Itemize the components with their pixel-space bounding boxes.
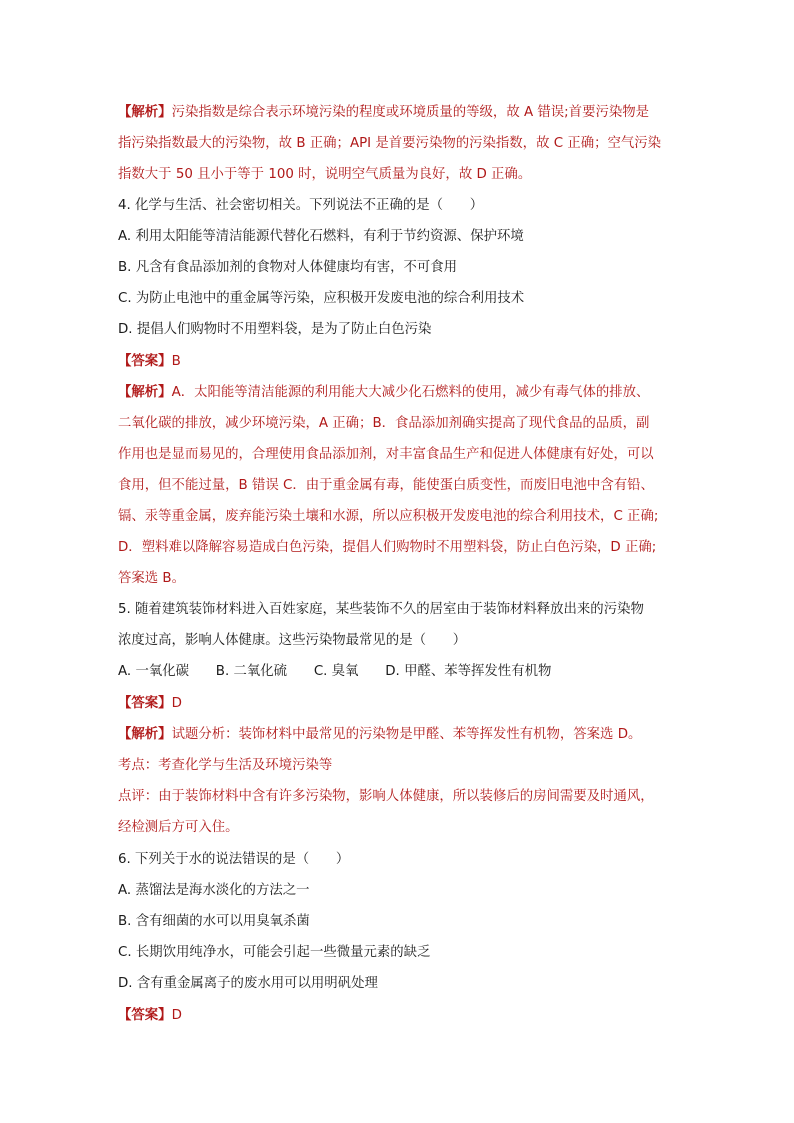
q4-analysis-line-5: 镉、汞等重金属，废弃能污染土壤和水源，所以应积极开发废电池的综合利用技术，C 正确;	[118, 509, 659, 524]
q4-analysis-line-1: 【解析】A．太阳能等清洁能源的利用能大大减少化石燃料的使用，减少有毒气体的排放、	[118, 385, 650, 400]
q4-analysis-line-6: D．塑料难以降解容易造成白色污染，提倡人们购物时不用塑料袋，防止白色污染，D 正确;	[118, 540, 657, 555]
q4-stem: 4. 化学与生活、社会密切相关。下列说法不正确的是（ ）	[118, 198, 484, 213]
answer-tag: 【答案】	[118, 696, 172, 711]
q6-option-a: A. 蒸馏法是海水淡化的方法之一	[118, 883, 310, 898]
q6-stem: 6. 下列关于水的说法错误的是（ ）	[118, 852, 350, 867]
q3-analysis-line-3: 指数大于 50 且小于等于 100 时，说明空气质量为良好，故 D 正确。	[118, 167, 532, 182]
answer-tag: 【答案】	[118, 354, 172, 369]
answer-tag: 【答案】	[118, 1008, 172, 1023]
q6-option-c: C. 长期饮用纯净水，可能会引起一些微量元素的缺乏	[118, 945, 431, 960]
q4-option-c: C. 为防止电池中的重金属等污染，应积极开发废电池的综合利用技术	[118, 291, 525, 306]
q5-kaodian: 考点：考查化学与生活及环境污染等	[118, 758, 333, 773]
q4-option-a: A. 利用太阳能等清洁能源代替化石燃料，有利于节约资源、保护环境	[118, 229, 524, 244]
q6-option-d: D. 含有重金属离子的废水用可以用明矾处理	[118, 976, 378, 991]
q5-stem-line-1: 5. 随着建筑装饰材料进入百姓家庭，某些装饰不久的居室由于装饰材料释放出来的污染物	[118, 602, 644, 617]
q5-answer: 【答案】D	[118, 696, 182, 711]
q4-analysis-line-4: 食用，但不能过量，B 错误 C．由于重金属有毒，能使蛋白质变性，而废旧电池中含有铅、	[118, 478, 654, 493]
q3-analysis-line-1: 【解析】污染指数是综合表示环境污染的程度或环境质量的等级，故 A 错误;首要污染物是	[118, 105, 650, 120]
analysis-tag: 【解析】	[118, 385, 172, 400]
q3-analysis-line-2: 指污染指数最大的污染物，故 B 正确；API 是首要污染物的污染指数，故 C 正确；空气污染	[118, 136, 662, 151]
q4-analysis-line-3: 作用也是显而易见的，合理使用食品添加剂，对丰富食品生产和促进人体健康有好处，可以	[118, 447, 654, 462]
q4-analysis-line-2: 二氧化碳的排放，减少环境污染，A 正确；B．食品添加剂确实提高了现代食品的品质，副	[118, 416, 650, 431]
q5-stem-line-2: 浓度过高，影响人体健康。这些污染物最常见的是（ ）	[118, 633, 467, 648]
q4-answer: 【答案】B	[118, 354, 181, 369]
q5-options: A. 一氧化碳 B. 二氧化硫 C. 臭氧 D. 甲醛、苯等挥发性有机物	[118, 664, 552, 679]
q4-option-d: D. 提倡人们购物时不用塑料袋，是为了防止白色污染	[118, 322, 432, 337]
q6-answer: 【答案】D	[118, 1008, 182, 1023]
analysis-tag: 【解析】	[118, 727, 172, 742]
q5-analysis: 【解析】试题分析：装饰材料中最常见的污染物是甲醛、苯等挥发性有机物，答案选 D。	[118, 727, 642, 742]
analysis-tag: 【解析】	[118, 105, 172, 120]
q5-dianping-line-2: 经检测后方可入住。	[118, 820, 239, 835]
q5-dianping-line-1: 点评：由于装饰材料中含有许多污染物，影响人体健康，所以装修后的房间需要及时通风，	[118, 789, 654, 804]
q4-option-b: B. 凡含有食品添加剂的食物对人体健康均有害，不可食用	[118, 260, 458, 275]
q4-analysis-line-7: 答案选 B。	[118, 571, 186, 586]
q6-option-b: B. 含有细菌的水可以用臭氧杀菌	[118, 914, 310, 929]
